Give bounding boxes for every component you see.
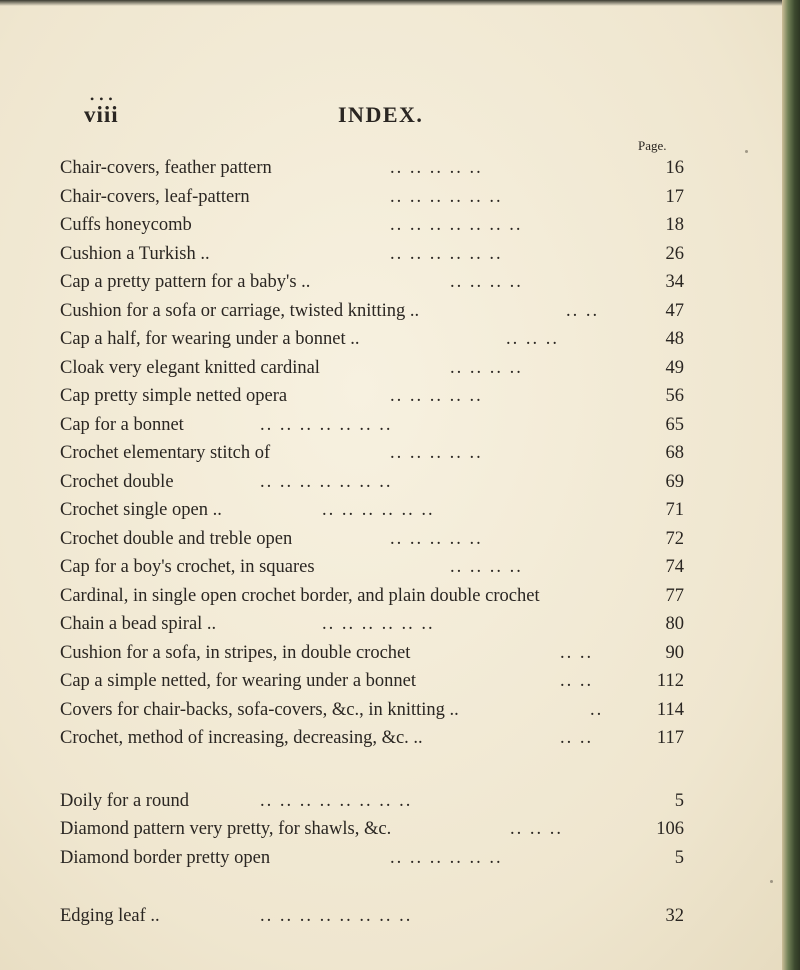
index-entry bbox=[60, 610, 684, 639]
index-entry bbox=[60, 268, 684, 297]
index-entry bbox=[60, 787, 684, 816]
index-list bbox=[60, 154, 684, 931]
dot-leader: .. .. bbox=[566, 300, 600, 321]
dot-leader: .. .. .. bbox=[510, 819, 563, 839]
entry-text: Cap for a bonnet bbox=[60, 414, 184, 435]
dot-leader: .. .. .. .. .. bbox=[390, 528, 483, 549]
dot-leader: .. .. .. .. .. .. .. bbox=[260, 471, 393, 492]
index-entry bbox=[60, 382, 684, 411]
entry-text: Crochet double and treble open bbox=[60, 528, 293, 549]
dot-leader: .. .. bbox=[560, 671, 594, 691]
dot-leader: .. .. .. .. .. bbox=[390, 386, 483, 406]
entry-text: Cap a pretty pattern for a baby's .. bbox=[60, 272, 311, 292]
entry-page: 90 bbox=[665, 642, 684, 663]
entry-text: Crochet single open .. bbox=[60, 500, 222, 520]
section-gap bbox=[60, 753, 684, 787]
index-entry bbox=[60, 439, 684, 468]
dot-leader: .. .. .. .. .. .. .. .. bbox=[260, 790, 413, 811]
entry-page: 26 bbox=[665, 243, 684, 264]
dot-leader: .. .. bbox=[560, 642, 594, 663]
dot-leader: .. .. .. .. .. .. bbox=[390, 847, 503, 868]
dot-leader: .. .. .. .. .. bbox=[390, 158, 483, 178]
entry-page: 5 bbox=[674, 847, 684, 868]
dot-leader: .. .. .. bbox=[506, 329, 559, 349]
entry-text: Cushion a Turkish .. bbox=[60, 243, 210, 264]
dot-leader: .. .. bbox=[560, 728, 594, 748]
entry-text: Cuffs honeycomb bbox=[60, 215, 192, 235]
entry-page: 65 bbox=[665, 414, 684, 435]
index-entry bbox=[60, 844, 684, 873]
entry-text: Doily for a round bbox=[60, 790, 189, 811]
index-entry bbox=[60, 582, 684, 611]
entry-page: 68 bbox=[665, 443, 684, 463]
dot-leader: .. .. .. .. .. .. .. bbox=[260, 414, 393, 435]
entry-text: Cardinal, in single open crochet border, and plain double crochet bbox=[60, 585, 540, 606]
entry-text: Cushion for a sofa, in stripes, in double crochet bbox=[60, 642, 411, 663]
entry-page: 18 bbox=[665, 215, 684, 235]
dot-leader: .. .. .. .. bbox=[450, 272, 523, 292]
entry-page: 48 bbox=[665, 329, 684, 349]
entry-page: 56 bbox=[665, 386, 684, 406]
entry-text: Edging leaf .. bbox=[60, 906, 160, 926]
index-entry bbox=[60, 211, 684, 240]
entry-page: 112 bbox=[656, 671, 684, 691]
entry-page: 71 bbox=[665, 500, 684, 520]
binding-edge bbox=[782, 0, 800, 970]
entry-page: 17 bbox=[665, 186, 684, 207]
entry-page: 74 bbox=[665, 557, 684, 577]
index-entry bbox=[60, 496, 684, 525]
entry-text: Chain a bead spiral .. bbox=[60, 614, 217, 634]
entry-page: 114 bbox=[656, 699, 684, 720]
entry-text: Chair-covers, leaf-pattern bbox=[60, 186, 250, 207]
page-folio: viii bbox=[84, 102, 119, 127]
entry-page: 49 bbox=[665, 357, 684, 378]
index-entry bbox=[60, 154, 684, 183]
index-entry bbox=[60, 297, 684, 326]
paper-speck bbox=[745, 150, 748, 153]
index-entry bbox=[60, 325, 684, 354]
dot-leader: .. .. .. .. .. .. bbox=[390, 186, 503, 207]
index-entry bbox=[60, 553, 684, 582]
page-column-label: Page. bbox=[638, 138, 667, 153]
entry-page: 80 bbox=[665, 614, 684, 634]
dot-leader: .. .. .. .. .. .. bbox=[322, 500, 435, 520]
index-entry bbox=[60, 354, 684, 383]
dot-leader: .. .. .. .. bbox=[450, 557, 523, 577]
entry-page: 32 bbox=[665, 906, 684, 926]
page-header bbox=[84, 92, 684, 138]
entry-text: Cap a simple netted, for wearing under a bonnet bbox=[60, 671, 417, 691]
page-title: INDEX. bbox=[338, 102, 424, 127]
dot-leader: .. .. .. .. .. bbox=[390, 443, 483, 463]
top-edge-shadow bbox=[0, 0, 800, 6]
entry-page: 69 bbox=[665, 471, 684, 492]
entry-page: 106 bbox=[656, 819, 684, 839]
index-entry bbox=[60, 696, 684, 725]
index-entry bbox=[60, 724, 684, 753]
dot-leader: .. .. .. .. .. .. .. .. bbox=[260, 906, 413, 926]
entry-text: Chair-covers, feather pattern bbox=[60, 158, 272, 178]
dot-leader: .. .. .. .. .. .. .. bbox=[390, 215, 523, 235]
entry-text: Covers for chair-backs, sofa-covers, &c., in knitting .. bbox=[60, 699, 459, 720]
section-gap bbox=[60, 872, 684, 902]
entry-page: 72 bbox=[665, 528, 684, 549]
index-entry bbox=[60, 525, 684, 554]
index-entry bbox=[60, 667, 684, 696]
entry-page: 5 bbox=[674, 790, 684, 811]
entry-text: Cap for a boy's crochet, in squares bbox=[60, 557, 315, 577]
entry-page: 47 bbox=[665, 300, 684, 321]
index-entry bbox=[60, 639, 684, 668]
index-entry bbox=[60, 183, 684, 212]
entry-text: Cloak very elegant knitted cardinal bbox=[60, 357, 320, 378]
entry-page: 16 bbox=[665, 158, 684, 178]
index-entry bbox=[60, 240, 684, 269]
paper-speck bbox=[770, 880, 773, 883]
dot-leader: .. .. .. .. .. .. bbox=[390, 243, 503, 264]
entry-text: Crochet elementary stitch of bbox=[60, 443, 271, 463]
index-entry bbox=[60, 411, 684, 440]
index-entry bbox=[60, 902, 684, 931]
dot-leader: .. .. .. .. bbox=[450, 357, 523, 378]
entry-page: 34 bbox=[665, 272, 684, 292]
index-entry bbox=[60, 815, 684, 844]
entry-text: Cap a half, for wearing under a bonnet .. bbox=[60, 329, 360, 349]
entry-page: 77 bbox=[665, 585, 684, 606]
entry-text: Cushion for a sofa or carriage, twisted knitting .. bbox=[60, 300, 420, 321]
entry-text: Diamond border pretty open bbox=[60, 847, 271, 868]
dot-leader: .. .. .. .. .. .. bbox=[322, 614, 435, 634]
index-entry bbox=[60, 468, 684, 497]
entry-page: 117 bbox=[656, 728, 684, 748]
entry-text: Crochet, method of increasing, decreasing, &c. .. bbox=[60, 728, 423, 748]
entry-text: Crochet double bbox=[60, 471, 174, 492]
folio-ornament: • • • bbox=[90, 92, 114, 106]
entry-text: Diamond pattern very pretty, for shawls, &c. bbox=[60, 819, 392, 839]
entry-text: Cap pretty simple netted opera bbox=[60, 386, 288, 406]
dot-leader: .. bbox=[590, 699, 604, 720]
